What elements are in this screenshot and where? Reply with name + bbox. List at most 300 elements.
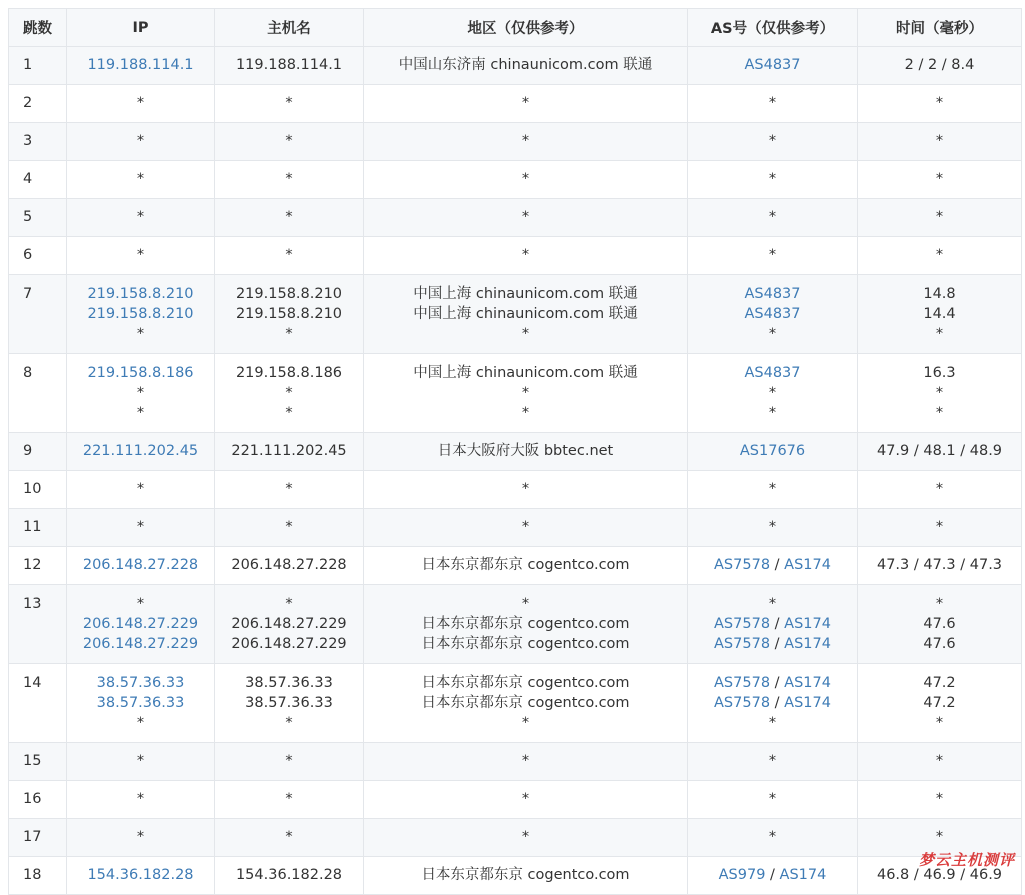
- hop-cell: [9, 819, 67, 857]
- region-value: *: [521, 519, 530, 535]
- header-hop: 跳数: [9, 9, 67, 47]
- ip-cell: [67, 585, 215, 664]
- region-value: *: [521, 481, 530, 497]
- time-value: *: [935, 519, 944, 535]
- time-value: 16.3: [923, 365, 956, 381]
- header-ip: IP: [67, 9, 215, 47]
- time-value: *: [935, 247, 944, 263]
- hostname-cell: [215, 509, 364, 547]
- ip-value-line: [67, 479, 214, 499]
- ip-value-line: [67, 713, 214, 733]
- time-value-line: [858, 403, 1021, 423]
- as-line: [688, 614, 857, 634]
- time-value-line: [858, 614, 1021, 634]
- ip-value-line: [67, 751, 214, 771]
- hostname-cell: [215, 585, 364, 664]
- hostname-value: *: [285, 209, 293, 225]
- as-value: *: [768, 247, 777, 263]
- as-value: *: [768, 791, 777, 807]
- ip-link[interactable]: 206.148.27.229: [82, 636, 199, 652]
- as-link[interactable]: AS7578: [714, 557, 771, 573]
- ip-cell: [67, 819, 215, 857]
- ip-cell: [67, 123, 215, 161]
- ip-link[interactable]: 119.188.114.1: [87, 57, 194, 73]
- as-line: [688, 479, 857, 499]
- ip-link[interactable]: 219.158.8.186: [87, 365, 194, 381]
- time-cell: [858, 433, 1022, 471]
- as-link[interactable]: AS174: [784, 695, 831, 711]
- ip-link[interactable]: 219.158.8.210: [87, 286, 194, 302]
- as-link[interactable]: AS4837: [744, 57, 801, 73]
- as-value: *: [768, 481, 777, 497]
- as-cell: [688, 354, 858, 433]
- hostname-value: 38.57.36.33: [245, 695, 333, 711]
- as-line: [688, 169, 857, 189]
- as-line: [688, 403, 857, 423]
- time-value-line: [858, 207, 1021, 227]
- as-value: *: [768, 133, 777, 149]
- as-line: [688, 789, 857, 809]
- time-value-line: [858, 304, 1021, 324]
- region-value-line: [364, 693, 687, 713]
- ip-link-line: [67, 55, 214, 75]
- ip-value: *: [136, 133, 145, 149]
- hop-number: 13: [23, 596, 42, 612]
- ip-value-line: [67, 517, 214, 537]
- hop-number: 17: [23, 829, 42, 845]
- hostname-cell: [215, 199, 364, 237]
- time-cell: [858, 471, 1022, 509]
- hostname-cell: [215, 471, 364, 509]
- region-value: *: [521, 95, 530, 111]
- as-value: *: [768, 95, 777, 111]
- ip-value-line: [67, 324, 214, 344]
- table-row: [9, 585, 1022, 664]
- region-value-line: [364, 751, 687, 771]
- ip-link[interactable]: 221.111.202.45: [82, 443, 199, 459]
- as-cell: [688, 664, 858, 743]
- as-value: *: [768, 385, 777, 401]
- table-row: [9, 471, 1022, 509]
- region-value: *: [521, 247, 530, 263]
- hostname-cell: [215, 547, 364, 585]
- time-value: 47.6: [923, 616, 956, 632]
- hostname-value: *: [285, 95, 293, 111]
- hostname-value-line: [215, 441, 363, 461]
- as-line: [688, 555, 857, 575]
- hop-cell: [9, 857, 67, 895]
- table-row: [9, 664, 1022, 743]
- ip-value-line: [67, 93, 214, 113]
- region-cell: [364, 354, 688, 433]
- as-line: [688, 55, 857, 75]
- region-value-line: [364, 55, 687, 75]
- hostname-value: 219.158.8.210: [235, 286, 343, 302]
- as-link[interactable]: AS174: [784, 675, 831, 691]
- time-value: *: [935, 753, 944, 769]
- ip-value: *: [136, 791, 145, 807]
- as-link[interactable]: AS174: [784, 616, 831, 632]
- as-cell: [688, 857, 858, 895]
- region-cell: [364, 743, 688, 781]
- hostname-cell: [215, 161, 364, 199]
- table-row: [9, 47, 1022, 85]
- region-value: 日本东京都东京 cogentco.com: [421, 557, 630, 573]
- ip-cell: [67, 237, 215, 275]
- table-row: [9, 275, 1022, 354]
- hostname-cell: [215, 123, 364, 161]
- header-time: 时间（毫秒）: [858, 9, 1022, 47]
- table-row: [9, 85, 1022, 123]
- time-value-line: [858, 517, 1021, 537]
- time-value: *: [935, 171, 944, 187]
- region-value-line: [364, 789, 687, 809]
- as-value: *: [768, 209, 777, 225]
- as-line: [688, 634, 857, 654]
- hostname-value-line: [215, 479, 363, 499]
- hostname-value: *: [285, 519, 293, 535]
- region-value-line: [364, 555, 687, 575]
- time-value: *: [935, 481, 944, 497]
- region-value-line: [364, 131, 687, 151]
- time-value-line: [858, 363, 1021, 383]
- as-separator: /: [770, 616, 785, 632]
- hostname-value: 38.57.36.33: [245, 675, 333, 691]
- ip-link-line: [67, 693, 214, 713]
- region-value-line: [364, 713, 687, 733]
- ip-value: *: [136, 596, 145, 612]
- header-hostname: 主机名: [215, 9, 364, 47]
- hostname-value-line: [215, 789, 363, 809]
- hop-cell: [9, 433, 67, 471]
- hostname-cell: [215, 664, 364, 743]
- ip-link[interactable]: 206.148.27.228: [82, 557, 199, 573]
- time-value: 2 / 2 / 8.4: [904, 57, 975, 73]
- as-line: [688, 713, 857, 733]
- hostname-cell: [215, 237, 364, 275]
- ip-value-line: [67, 594, 214, 614]
- ip-cell: [67, 857, 215, 895]
- hostname-value: *: [285, 247, 293, 263]
- ip-link[interactable]: 38.57.36.33: [96, 695, 185, 711]
- as-cell: [688, 819, 858, 857]
- hop-cell: [9, 509, 67, 547]
- hostname-value-line: [215, 594, 363, 614]
- hop-cell: [9, 123, 67, 161]
- hostname-value-line: [215, 614, 363, 634]
- hostname-cell: [215, 47, 364, 85]
- ip-value: *: [136, 171, 145, 187]
- as-line: [688, 751, 857, 771]
- region-value: *: [521, 405, 530, 421]
- as-separator: /: [770, 557, 785, 573]
- hop-cell: [9, 743, 67, 781]
- as-line: [688, 284, 857, 304]
- hostname-cell: [215, 354, 364, 433]
- hop-number: 16: [23, 791, 42, 807]
- as-link[interactable]: AS174: [779, 867, 827, 883]
- hop-number: 5: [23, 209, 33, 225]
- as-link[interactable]: AS174: [784, 636, 831, 652]
- table-row: [9, 781, 1022, 819]
- region-value: 日本东京都东京 cogentco.com: [421, 675, 630, 691]
- region-cell: [364, 123, 688, 161]
- as-link[interactable]: AS7578: [714, 616, 771, 632]
- as-cell: [688, 161, 858, 199]
- ip-cell: [67, 743, 215, 781]
- as-separator: /: [770, 636, 785, 652]
- hop-cell: [9, 585, 67, 664]
- hop-number: 10: [23, 481, 42, 497]
- ip-link[interactable]: 206.148.27.229: [82, 616, 199, 632]
- hostname-value: *: [285, 791, 293, 807]
- hostname-value-line: [215, 693, 363, 713]
- region-value: 日本东京都东京 cogentco.com: [421, 636, 630, 652]
- as-link[interactable]: AS174: [784, 557, 831, 573]
- ip-value: *: [136, 829, 145, 845]
- hostname-value-line: [215, 304, 363, 324]
- time-value: *: [935, 596, 944, 612]
- time-cell: [858, 354, 1022, 433]
- as-line: [688, 245, 857, 265]
- region-value-line: [364, 479, 687, 499]
- region-cell: [364, 161, 688, 199]
- region-cell: [364, 819, 688, 857]
- table-row: [9, 743, 1022, 781]
- ip-cell: [67, 354, 215, 433]
- region-value-line: [364, 383, 687, 403]
- time-cell: [858, 509, 1022, 547]
- hop-cell: [9, 275, 67, 354]
- ip-link-line: [67, 304, 214, 324]
- hostname-value-line: [215, 93, 363, 113]
- as-link[interactable]: AS7578: [714, 636, 771, 652]
- region-cell: [364, 585, 688, 664]
- hop-number: 6: [23, 247, 33, 263]
- time-value: 47.3 / 47.3 / 47.3: [876, 557, 1003, 573]
- hostname-cell: [215, 743, 364, 781]
- hop-cell: [9, 664, 67, 743]
- as-link[interactable]: AS4837: [744, 286, 801, 302]
- table-row: [9, 354, 1022, 433]
- region-value: *: [521, 715, 530, 731]
- ip-link-line: [67, 284, 214, 304]
- time-value: *: [935, 326, 944, 342]
- as-line: [688, 441, 857, 461]
- time-cell: [858, 547, 1022, 585]
- ip-cell: [67, 781, 215, 819]
- region-cell: [364, 199, 688, 237]
- region-value: 日本东京都东京 cogentco.com: [421, 616, 630, 632]
- hostname-value-line: [215, 324, 363, 344]
- region-cell: [364, 547, 688, 585]
- hostname-value: 206.148.27.229: [231, 616, 347, 632]
- ip-value-line: [67, 207, 214, 227]
- hop-cell: [9, 547, 67, 585]
- time-value: *: [935, 715, 944, 731]
- time-value-line: [858, 383, 1021, 403]
- region-value: *: [521, 326, 530, 342]
- region-value: *: [521, 171, 530, 187]
- as-link[interactable]: AS7578: [714, 675, 771, 691]
- as-value: *: [768, 405, 777, 421]
- region-value: 日本东京都东京 cogentco.com: [421, 867, 630, 883]
- time-value: *: [935, 791, 944, 807]
- as-link[interactable]: AS979: [718, 867, 766, 883]
- hop-cell: [9, 354, 67, 433]
- time-cell: [858, 664, 1022, 743]
- time-value: *: [935, 405, 944, 421]
- as-cell: [688, 199, 858, 237]
- as-line: [688, 827, 857, 847]
- as-value: *: [768, 829, 777, 845]
- region-value: 日本大阪府大阪 bbtec.net: [437, 443, 614, 459]
- as-line: [688, 207, 857, 227]
- hostname-value: 219.158.8.186: [235, 365, 343, 381]
- as-line: [688, 693, 857, 713]
- as-link[interactable]: AS7578: [714, 695, 771, 711]
- time-value-line: [858, 479, 1021, 499]
- as-link[interactable]: AS4837: [744, 365, 801, 381]
- time-value-line: [858, 441, 1021, 461]
- time-value-line: [858, 131, 1021, 151]
- ip-link[interactable]: 154.36.182.28: [87, 867, 194, 883]
- time-cell: [858, 237, 1022, 275]
- as-cell: [688, 471, 858, 509]
- time-value: 14.8: [923, 286, 956, 302]
- table-body: [9, 47, 1022, 895]
- as-line: [688, 324, 857, 344]
- time-value-line: [858, 751, 1021, 771]
- hostname-value: 219.158.8.210: [235, 306, 343, 322]
- hostname-value-line: [215, 673, 363, 693]
- ip-link-line: [67, 555, 214, 575]
- hostname-value: *: [285, 326, 293, 342]
- hop-number: 12: [23, 557, 42, 573]
- ip-link-line: [67, 363, 214, 383]
- region-value-line: [364, 517, 687, 537]
- hostname-value-line: [215, 403, 363, 423]
- watermark: 梦云主机测评: [918, 851, 1015, 869]
- hostname-value: *: [285, 715, 293, 731]
- as-separator: /: [770, 675, 785, 691]
- region-value-line: [364, 324, 687, 344]
- table-row: [9, 433, 1022, 471]
- as-cell: [688, 433, 858, 471]
- as-cell: [688, 237, 858, 275]
- table-header-row: [9, 9, 1022, 47]
- hostname-value: 206.148.27.228: [231, 557, 347, 573]
- hop-number: 9: [23, 443, 33, 459]
- region-value-line: [364, 827, 687, 847]
- hostname-value-line: [215, 55, 363, 75]
- hop-number: 7: [23, 286, 33, 302]
- time-value: *: [935, 385, 944, 401]
- header-region: 地区（仅供参考）: [364, 9, 688, 47]
- as-cell: [688, 547, 858, 585]
- ip-value-line: [67, 245, 214, 265]
- as-line: [688, 865, 857, 885]
- hostname-cell: [215, 433, 364, 471]
- ip-cell: [67, 275, 215, 354]
- hostname-value-line: [215, 383, 363, 403]
- region-value: 日本东京都东京 cogentco.com: [421, 695, 630, 711]
- time-cell: [858, 161, 1022, 199]
- region-cell: [364, 237, 688, 275]
- ip-link-line: [67, 441, 214, 461]
- time-cell: [858, 85, 1022, 123]
- region-value-line: [364, 284, 687, 304]
- as-line: [688, 131, 857, 151]
- hostname-value-line: [215, 555, 363, 575]
- ip-cell: [67, 471, 215, 509]
- as-line: [688, 673, 857, 693]
- hop-number: 1: [23, 57, 33, 73]
- as-value: *: [768, 596, 777, 612]
- hostname-cell: [215, 781, 364, 819]
- hostname-value: *: [285, 596, 293, 612]
- hop-number: 14: [23, 675, 42, 691]
- region-value-line: [364, 207, 687, 227]
- as-line: [688, 304, 857, 324]
- hostname-value: 154.36.182.28: [235, 867, 343, 883]
- as-value: *: [768, 753, 777, 769]
- region-cell: [364, 85, 688, 123]
- hop-number: 4: [23, 171, 33, 187]
- region-value-line: [364, 304, 687, 324]
- ip-cell: [67, 547, 215, 585]
- hop-cell: [9, 161, 67, 199]
- region-value: 中国上海 chinaunicom.com 联通: [413, 286, 638, 302]
- time-value: 47.2: [923, 675, 956, 691]
- ip-cell: [67, 509, 215, 547]
- header-as: AS号（仅供参考）: [688, 9, 858, 47]
- region-value-line: [364, 594, 687, 614]
- ip-link[interactable]: 38.57.36.33: [96, 675, 185, 691]
- time-value-line: [858, 555, 1021, 575]
- region-cell: [364, 471, 688, 509]
- hop-number: 18: [23, 867, 42, 883]
- as-cell: [688, 123, 858, 161]
- region-value: *: [521, 133, 530, 149]
- as-link[interactable]: AS4837: [744, 306, 801, 322]
- hostname-value: *: [285, 481, 293, 497]
- region-cell: [364, 857, 688, 895]
- time-value-line: [858, 789, 1021, 809]
- as-cell: [688, 743, 858, 781]
- hostname-value: 119.188.114.1: [235, 57, 343, 73]
- as-link[interactable]: AS17676: [739, 443, 806, 459]
- as-value: *: [768, 715, 777, 731]
- ip-value: *: [136, 405, 145, 421]
- as-line: [688, 594, 857, 614]
- time-value-line: [858, 673, 1021, 693]
- region-cell: [364, 47, 688, 85]
- as-cell: [688, 585, 858, 664]
- hostname-value: 206.148.27.229: [231, 636, 347, 652]
- time-value: *: [935, 95, 944, 111]
- time-cell: [858, 123, 1022, 161]
- ip-link[interactable]: 219.158.8.210: [87, 306, 194, 322]
- hop-number: 2: [23, 95, 33, 111]
- as-line: [688, 363, 857, 383]
- region-cell: [364, 781, 688, 819]
- table-row: [9, 237, 1022, 275]
- ip-value-line: [67, 383, 214, 403]
- ip-link-line: [67, 673, 214, 693]
- time-value-line: [858, 93, 1021, 113]
- as-value: *: [768, 326, 777, 342]
